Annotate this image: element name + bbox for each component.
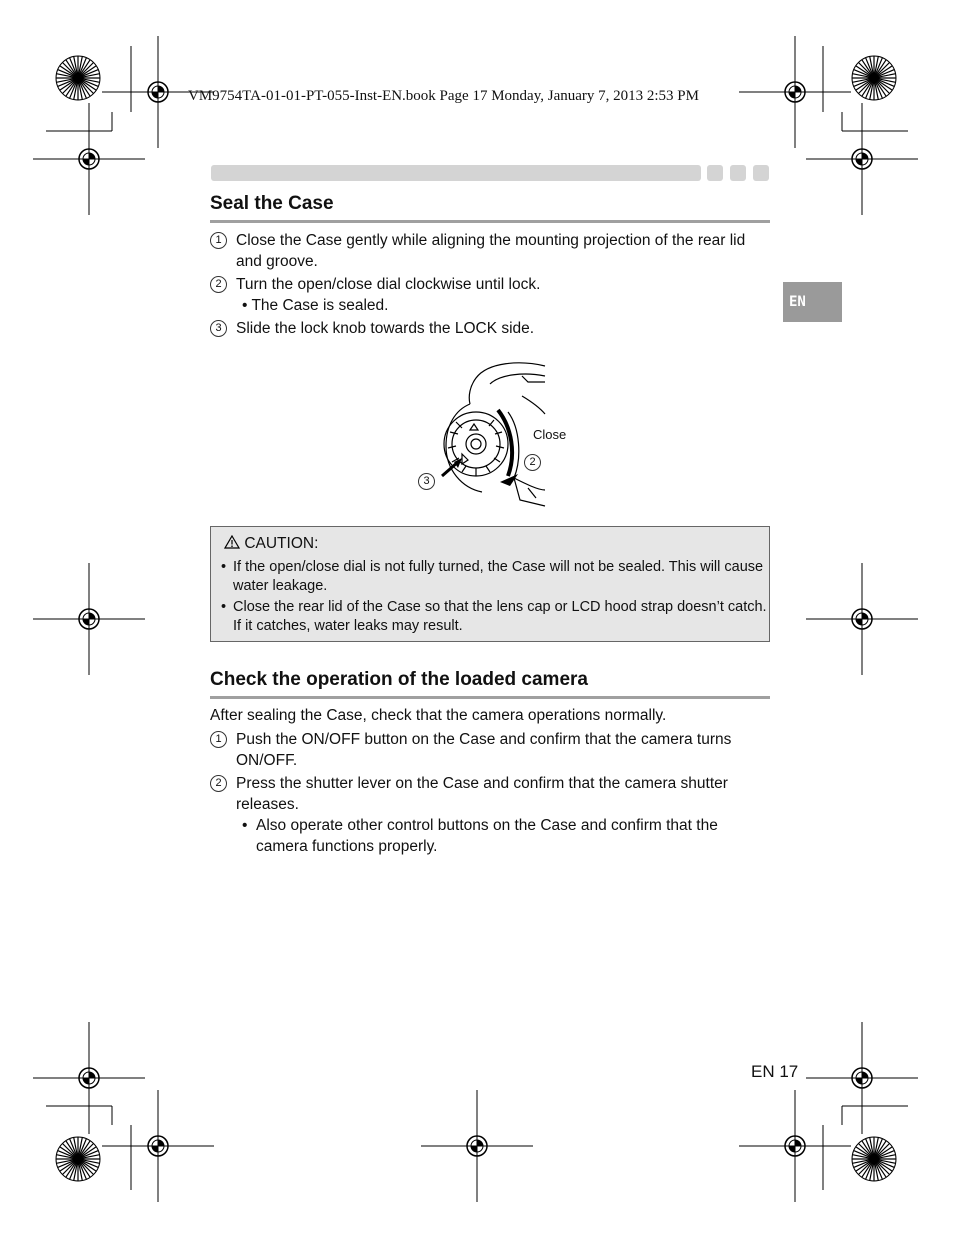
step-1 bbox=[210, 230, 770, 272]
caution-item: • If the open/close dial is not fully turned, the Case will not be sealed. This will cause water leakage. bbox=[219, 558, 773, 596]
step-3 bbox=[210, 318, 770, 339]
step-text: Push the ON/OFF button on the Case and confirm that the camera turns ON/OFF. bbox=[236, 731, 732, 769]
step-number: 2 bbox=[210, 775, 227, 792]
step-text: Close the Case gently while aligning the mounting projection of the rear lid and groove. bbox=[236, 232, 746, 270]
header-file-line: VM9754TA-01-01-PT-055-Inst-EN.book Page 17 Monday, January 7, 2013 2:53 PM bbox=[188, 88, 699, 104]
figure-label-close: Close bbox=[533, 427, 567, 442]
caution-item: • Close the rear lid of the Case so that the lens cap or LCD hood strap doesn’t catch. If it catches, water leaks may result. bbox=[219, 598, 773, 636]
step-text: Press the shutter lever on the Case and confirm that the camera shutter releases. bbox=[236, 775, 728, 813]
caution-box bbox=[210, 526, 770, 642]
check-step-1 bbox=[210, 729, 770, 771]
language-tab: EN bbox=[783, 282, 842, 322]
step-2-bullet: • The Case is sealed. bbox=[242, 297, 389, 314]
step-2 bbox=[210, 274, 770, 295]
step-number: 2 bbox=[210, 276, 227, 293]
section-title-check: Check the operation of the loaded camera bbox=[210, 669, 588, 690]
page-number: EN 17 bbox=[751, 1062, 799, 1081]
step-number: 3 bbox=[210, 320, 227, 337]
callout-2: 2 bbox=[524, 454, 541, 471]
step-text: Turn the open/close dial clockwise until lock. bbox=[236, 276, 541, 293]
check-step-2-bullet: • Also operate other control buttons on the Case and confirm that the camera functions properly. bbox=[242, 817, 718, 855]
check-step-2 bbox=[210, 773, 770, 815]
section-rule bbox=[210, 696, 770, 699]
step-text: Slide the lock knob towards the LOCK side. bbox=[236, 320, 535, 337]
top-bar-square bbox=[730, 165, 746, 181]
top-bar-square bbox=[753, 165, 769, 181]
top-bar-square bbox=[707, 165, 723, 181]
callout-3: 3 bbox=[418, 473, 435, 490]
section-title-seal: Seal the Case bbox=[210, 193, 334, 214]
section-rule bbox=[210, 220, 770, 223]
warning-icon bbox=[224, 535, 240, 549]
top-bar bbox=[211, 165, 701, 181]
caution-title: CAUTION: bbox=[224, 535, 318, 553]
step-number: 1 bbox=[210, 731, 227, 748]
section2-intro: After sealing the Case, check that the camera operations normally. bbox=[210, 707, 667, 724]
step-number: 1 bbox=[210, 232, 227, 249]
